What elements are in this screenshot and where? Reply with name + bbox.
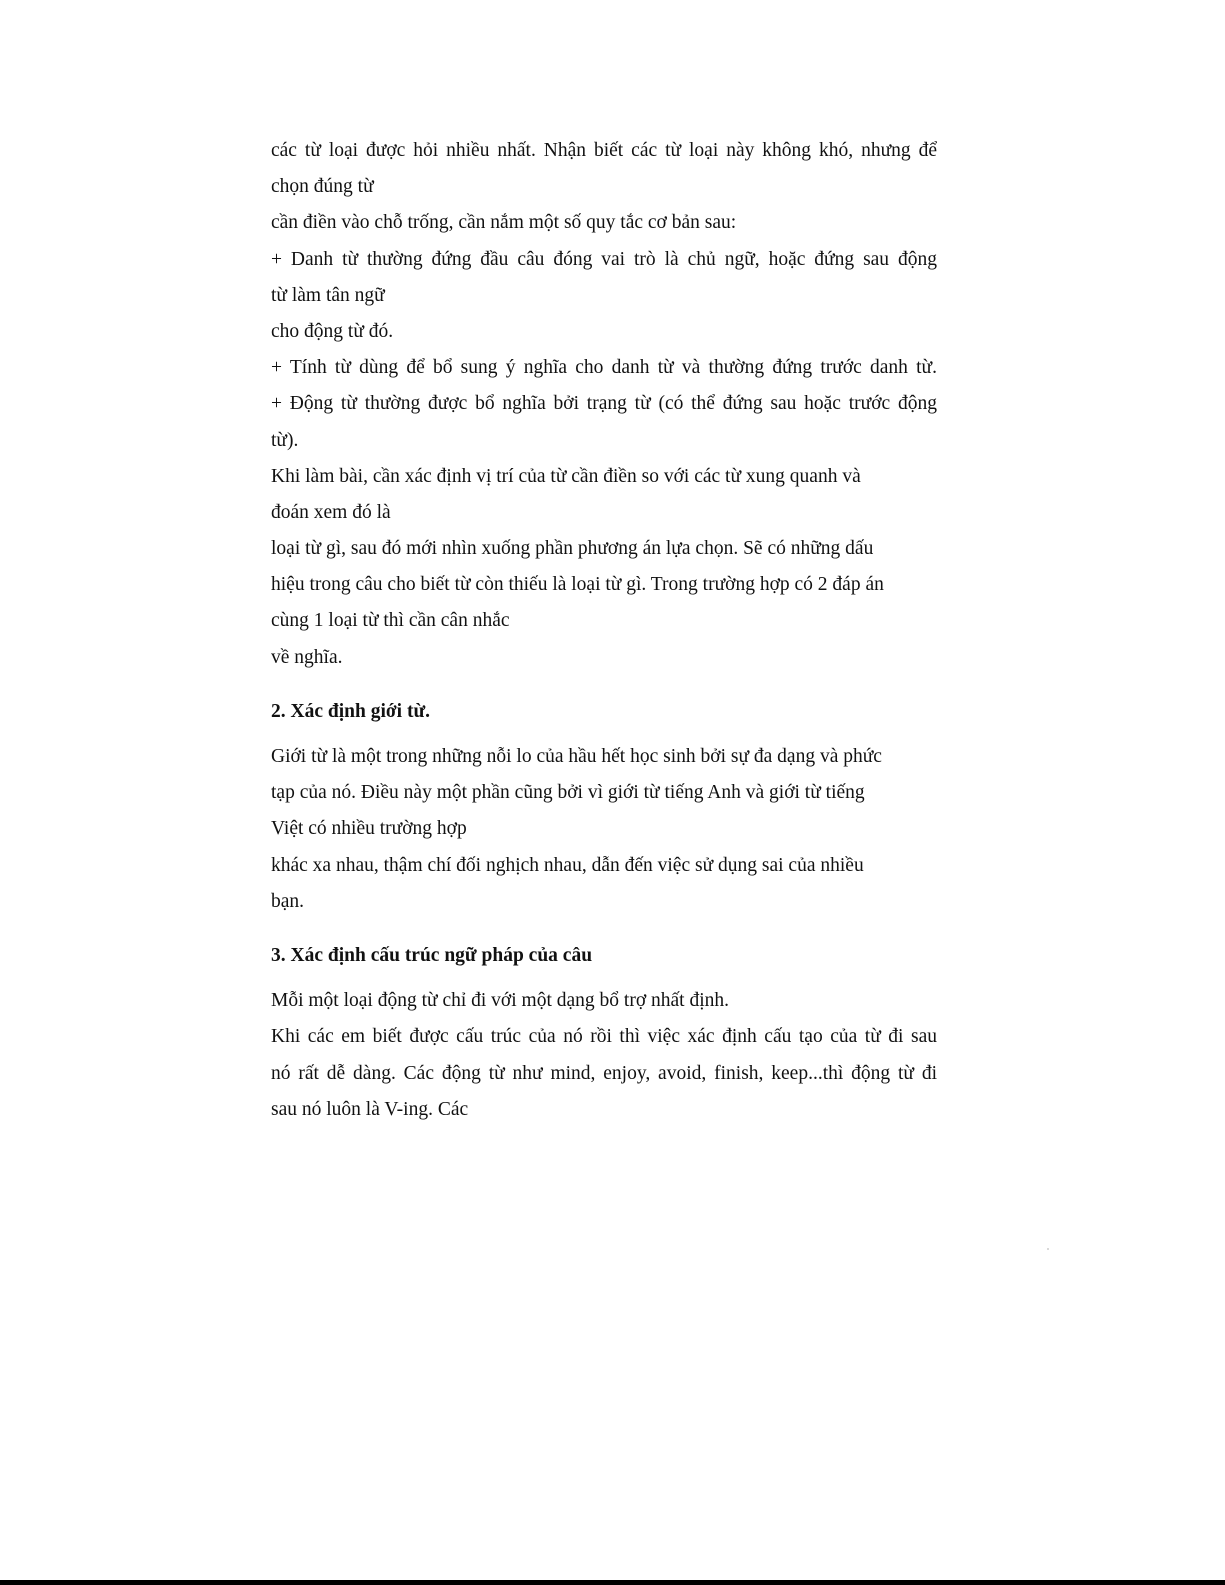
text-line: Giới từ là một trong những nỗi lo của hầu hết học sinh bởi sự đa dạng và phức <box>271 746 882 767</box>
text-line: + Động từ thường được bổ nghĩa bởi trạng từ (có thể đứng sau hoặc trước động <box>271 393 937 415</box>
text-line: Khi làm bài, cần xác định vị trí của từ cần điền so với các từ xung quanh và <box>271 465 861 487</box>
text-line: tạp của nó. Điều này một phần cũng bởi vì giới từ tiếng Anh và giới từ tiếng <box>271 782 865 804</box>
text-line: đoán xem đó là <box>271 501 391 523</box>
scan-speck <box>1047 1248 1049 1250</box>
document-body <box>271 133 951 1128</box>
text-line: các từ loại được hỏi nhiều nhất. Nhận biết các từ loại này không khó, nhưng để <box>271 140 937 161</box>
text-line: cùng 1 loại từ thì cần cân nhắc <box>271 610 510 632</box>
text-line: từ làm tân ngữ <box>271 284 385 306</box>
section-heading-3: 3. Xác định cấu trúc ngữ pháp của câu <box>271 944 593 966</box>
text-line: khác xa nhau, thậm chí đối nghịch nhau, dẫn đến việc sử dụng sai của nhiều <box>271 854 864 876</box>
text-line: chọn đúng từ <box>271 176 374 198</box>
text-line: + Tính từ dùng để bổ sung ý nghĩa cho danh từ và thường đứng trước danh từ. <box>271 357 937 379</box>
text-line: về nghĩa. <box>271 646 343 668</box>
text-line: + Danh từ thường đứng đầu câu đóng vai trò là chủ ngữ, hoặc đứng sau động <box>271 248 937 270</box>
text-line: từ). <box>271 429 299 451</box>
text-line: hiệu trong câu cho biết từ còn thiếu là loại từ gì. Trong trường hợp có 2 đáp án <box>271 574 884 596</box>
page-bottom-edge <box>0 1580 1225 1585</box>
text-line: cho động từ đó. <box>271 320 394 342</box>
text-line: Mỗi một loại động từ chỉ đi với một dạng bổ trợ nhất định. <box>271 990 729 1012</box>
text-line: loại từ gì, sau đó mới nhìn xuống phần phương án lựa chọn. Sẽ có những dấu <box>271 538 874 560</box>
text-line: bạn. <box>271 890 305 912</box>
text-line: cần điền vào chỗ trống, cần nắm một số quy tắc cơ bản sau: <box>271 212 737 234</box>
text-line: Khi các em biết được cấu trúc của nó rồi thì việc xác định cấu tạo của từ đi sau <box>271 1026 937 1048</box>
text-line: nó rất dễ dàng. Các động từ như mind, enjoy, avoid, finish, keep...thì động từ đi <box>271 1062 937 1084</box>
text-line: sau nó luôn là V-ing. Các <box>271 1098 469 1120</box>
section-heading-2: 2. Xác định giới từ. <box>271 700 431 722</box>
text-line: Việt có nhiều trường hợp <box>271 818 467 840</box>
